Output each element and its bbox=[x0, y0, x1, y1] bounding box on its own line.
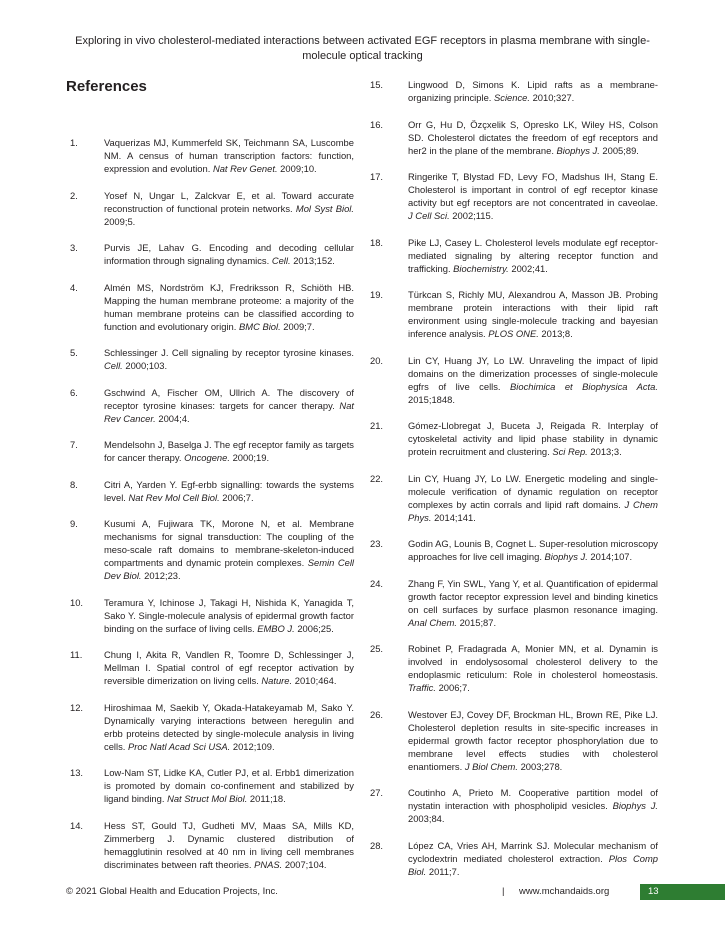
reference-text: Vaquerizas MJ, Kummerfeld SK, Teichmann SA, Luscombe NM. A census of human transcription factors: function, expression and evolution. bbox=[104, 137, 354, 174]
reference-number: 2. bbox=[70, 189, 78, 201]
reference-text: Westover EJ, Covey DF, Brockman HL, Brown RE, Pike LJ. Cholesterol depletion results in site-specific increases in epidermal growth factor receptor phosphorylation due to membrane level effects studies with cholesterol enantiomers. bbox=[408, 708, 658, 772]
running-head: Exploring in vivo cholesterol-mediated interactions between activated EGF receptors in plasma membrane with single-molecule optical tracking bbox=[75, 35, 650, 62]
references-heading: References bbox=[66, 78, 147, 95]
reference-number: 16. bbox=[370, 118, 384, 130]
reference-text: Ringerike T, Blystad FD, Levy FO, Madshus IH, Stang E. Cholesterol is important in control of egf receptor kinase activity but egf receptors are not concentrated in caveolae. bbox=[408, 171, 658, 208]
reference-volume: 2009;5. bbox=[104, 215, 136, 227]
reference-item bbox=[66, 517, 354, 582]
reference-item bbox=[370, 170, 658, 222]
reference-journal: Cell. bbox=[104, 360, 123, 371]
reference-text: Almén MS, Nordström KJ, Fredriksson R, Schiöth HB. Mapping the human membrane proteome: a majority of the human membrane proteins can be classified according to function and evolutionary origin. bbox=[104, 281, 354, 332]
reference-journal: Biochemistry. bbox=[453, 262, 509, 274]
reference-number: 24. bbox=[370, 577, 384, 589]
reference-journal: Nat Struct Mol Biol. bbox=[167, 793, 248, 804]
reference-text: Zhang F, Yin SWL, Yang Y, et al. Quantification of epidermal growth factor receptor expression level and binding kinetics on cell surfaces by surface plasmon resonance imaging. bbox=[408, 577, 658, 615]
reference-item bbox=[66, 766, 354, 805]
reference-volume: 2015;87. bbox=[459, 616, 497, 628]
reference-text: Hess ST, Gould TJ, Gudheti MV, Maas SA, Mills KD, Zimmerberg J. Dynamic clustered distribution of hemagglutinin resolved at 40 nm in living cell membranes discriminates between raft theories. bbox=[104, 819, 354, 870]
reference-item bbox=[370, 839, 658, 878]
reference-number: 23. bbox=[370, 538, 384, 549]
reference-volume: 2007;104. bbox=[284, 858, 327, 870]
reference-volume: 2009;10. bbox=[280, 163, 317, 174]
reference-number: 1. bbox=[70, 137, 78, 148]
reference-volume: 2011;18. bbox=[249, 793, 286, 804]
reference-volume: 2014;107. bbox=[590, 551, 633, 562]
reference-number: 3. bbox=[70, 242, 78, 253]
reference-number: 27. bbox=[370, 787, 384, 798]
reference-list-right bbox=[370, 78, 658, 878]
reference-volume: 2003;84. bbox=[408, 813, 445, 824]
reference-volume: 2005;89. bbox=[602, 144, 639, 156]
reference-text: Gómez-Llobregat J, Buceta J, Reigada R. Interplay of cytoskeletal activity and lipid phase stability in dynamic protein recruitment and clustering. bbox=[408, 420, 658, 457]
reference-number: 5. bbox=[70, 347, 78, 358]
page-number-box bbox=[640, 884, 725, 900]
reference-volume: 2006;7. bbox=[222, 491, 254, 503]
reference-text: Teramura Y, Ichinose J, Takagi H, Nishida K, Yanagida T, Sako Y. Single-molecule analysis of epidermal growth factor binding on the surface of living cells. bbox=[104, 596, 354, 634]
reference-volume: 2006;25. bbox=[297, 622, 334, 634]
reference-item bbox=[370, 78, 658, 104]
reference-number: 26. bbox=[370, 708, 384, 720]
reference-journal: J Cell Sci. bbox=[408, 210, 450, 221]
reference-text: López CA, Vries AH, Marrink SJ. Molecular mechanism of cyclodextrin mediated cholesterol extraction. bbox=[408, 839, 658, 864]
reference-journal: Nat Rev Cancer. bbox=[104, 399, 355, 424]
references-column-right bbox=[370, 78, 658, 891]
reference-item bbox=[66, 136, 354, 175]
reference-item bbox=[66, 819, 354, 871]
reference-journal: Traffic. bbox=[408, 682, 436, 693]
reference-volume: 2002;41. bbox=[511, 262, 548, 274]
reference-volume: 2013;8. bbox=[541, 328, 573, 339]
reference-number: 13. bbox=[70, 767, 84, 778]
reference-item bbox=[66, 701, 354, 753]
references-column-left bbox=[66, 78, 354, 884]
reference-volume: 2000;103. bbox=[125, 360, 168, 371]
reference-journal: Nat Rev Genet. bbox=[212, 163, 278, 174]
reference-journal: PLOS ONE. bbox=[488, 328, 539, 339]
reference-volume: 2013;3. bbox=[590, 446, 622, 457]
page-number: 13 bbox=[648, 886, 659, 897]
reference-number: 28. bbox=[370, 839, 384, 851]
reference-number: 11. bbox=[70, 649, 83, 660]
reference-item bbox=[66, 346, 354, 372]
reference-volume: 2013;152. bbox=[293, 255, 335, 266]
reference-journal: Cell. bbox=[271, 255, 291, 266]
reference-item bbox=[66, 281, 354, 333]
reference-number: 25. bbox=[370, 643, 384, 654]
reference-journal: Biophys J. bbox=[556, 144, 600, 156]
reference-volume: 2004;4. bbox=[158, 412, 190, 424]
reference-text: Lin CY, Huang JY, Lo LW. Energetic modeling and single-molecule verification of dynamic regulation on receptor complexes by actin corrals and lipid raft domains. bbox=[408, 472, 658, 510]
reference-text: Godin AG, Lounis B, Cognet L. Super-resolution microscopy approaches for live cell imaging. bbox=[408, 538, 658, 562]
reference-item bbox=[370, 708, 658, 773]
reference-text: Robinet P, Fradagrada A, Monier MN, et al. Dynamin is involved in endolysosomal cholesterol delivery to the endoplasmic reticulum: Role in cholesterol homeostasis. bbox=[408, 643, 658, 680]
reference-text: Lingwood D, Simons K. Lipid rafts as a membrane-organizing principle. bbox=[408, 79, 658, 103]
reference-journal: EMBO J. bbox=[257, 622, 295, 634]
reference-text: Low-Nam ST, Lidke KA, Cutler PJ, et al. Erbb1 dimerization is promoted by domain co-confinement and stabilized by ligand binding. bbox=[104, 767, 354, 804]
reference-journal: PNAS. bbox=[254, 858, 283, 870]
reference-item bbox=[370, 288, 658, 340]
reference-number: 4. bbox=[70, 281, 78, 293]
reference-number: 12. bbox=[70, 701, 84, 713]
reference-journal: Science. bbox=[494, 92, 530, 103]
reference-item bbox=[370, 419, 658, 458]
reference-item bbox=[370, 354, 658, 406]
reference-item bbox=[66, 241, 354, 267]
page-footer bbox=[0, 884, 725, 900]
reference-journal: J Chem Phys. bbox=[408, 498, 658, 523]
reference-number: 10. bbox=[70, 596, 84, 608]
reference-volume: 2014;141. bbox=[434, 511, 476, 523]
footer-website-link[interactable]: www.mchandaids.org bbox=[519, 886, 610, 897]
reference-text: Pike LJ, Casey L. Cholesterol levels modulate egf receptor-mediated signaling by altering receptor function and trafficking. bbox=[408, 236, 658, 274]
reference-number: 7. bbox=[70, 439, 78, 450]
reference-item bbox=[370, 577, 658, 629]
reference-number: 19. bbox=[370, 289, 384, 300]
reference-volume: 2015;1848. bbox=[408, 393, 455, 405]
reference-journal: BMC Biol. bbox=[239, 320, 281, 332]
reference-journal: Sci Rep. bbox=[552, 446, 588, 457]
reference-volume: 2011;7. bbox=[428, 865, 460, 877]
reference-text: Kusumi A, Fujiwara TK, Morone N, et al. Membrane mechanisms for signal transduction: The coupling of the meso-scale raft domains to membrane-skeleton-induced compartments and dynamic protein complexes. bbox=[104, 518, 354, 568]
reference-volume: 2010;327. bbox=[532, 92, 575, 103]
reference-journal: Anal Chem. bbox=[408, 616, 457, 628]
reference-journal: Mol Syst Biol. bbox=[295, 202, 354, 214]
reference-journal: Proc Natl Acad Sci USA. bbox=[127, 740, 231, 752]
reference-text: Türkcan S, Richly MU, Alexandrou A, Masson JB. Probing membrane protein interactions with their lipid raft environment using single-molecule tracking and bayesian inference analysis. bbox=[408, 289, 658, 339]
reference-item bbox=[370, 236, 658, 275]
reference-journal: Plos Comp Biol. bbox=[408, 852, 658, 877]
reference-volume: 2002;115. bbox=[452, 210, 494, 221]
reference-text: Chung I, Akita R, Vandlen R, Toomre D, Schlessinger J, Mellman I. Spatial control of egf receptor activation by reversible dimerization on living cells. bbox=[104, 649, 354, 686]
reference-text: Gschwind A, Fischer OM, Ullrich A. The discovery of receptor tyrosine kinases: targets for cancer therapy. bbox=[104, 386, 354, 411]
reference-number: 15. bbox=[370, 79, 384, 90]
reference-volume: 2003;278. bbox=[520, 760, 563, 772]
reference-number: 6. bbox=[70, 386, 78, 398]
reference-item bbox=[66, 386, 354, 425]
reference-volume: 2012;23. bbox=[144, 570, 181, 581]
reference-volume: 2010;464. bbox=[294, 675, 337, 686]
reference-journal: J Biol Chem. bbox=[464, 760, 518, 772]
reference-item bbox=[370, 642, 658, 694]
reference-text: Yosef N, Ungar L, Zalckvar E, et al. Toward accurate reconstruction of functional protein networks. bbox=[104, 189, 354, 214]
reference-number: 17. bbox=[370, 171, 384, 182]
reference-volume: 2006;7. bbox=[438, 682, 470, 693]
reference-volume: 2009;7. bbox=[283, 320, 315, 332]
reference-journal: Nat Rev Mol Cell Biol. bbox=[128, 491, 220, 503]
reference-list-left bbox=[66, 136, 354, 871]
reference-item bbox=[66, 596, 354, 635]
reference-number: 8. bbox=[70, 478, 78, 490]
reference-number: 22. bbox=[370, 472, 384, 484]
footer-copyright: © 2021 Global Health and Education Projects, Inc. bbox=[66, 886, 278, 897]
reference-item bbox=[66, 648, 354, 687]
reference-number: 21. bbox=[370, 420, 384, 431]
reference-text: Schlessinger J. Cell signaling by receptor tyrosine kinases. bbox=[104, 347, 354, 358]
reference-text: Citri A, Yarden Y. Egf-erbb signalling: towards the systems level. bbox=[104, 478, 354, 503]
reference-journal: Nature. bbox=[261, 675, 293, 686]
reference-item bbox=[370, 537, 658, 563]
footer-separator: | bbox=[502, 886, 505, 897]
reference-text: Purvis JE, Lahav G. Encoding and decoding cellular information through signaling dynamics. bbox=[104, 242, 354, 266]
reference-text: Coutinho A, Prieto M. Cooperative partition model of nystatin interaction with phospholipid vesicles. bbox=[408, 787, 658, 811]
reference-number: 20. bbox=[370, 354, 384, 366]
reference-volume: 2012;109. bbox=[232, 740, 275, 752]
reference-text: Mendelsohn J, Baselga J. The egf receptor family as targets for cancer therapy. bbox=[104, 439, 354, 463]
reference-journal: Biochimica et Biophysica Acta. bbox=[510, 380, 658, 392]
reference-text: Lin CY, Huang JY, Lo LW. Unraveling the impact of lipid domains on the dimerization processes of single-molecule egfrs of live cells. bbox=[408, 354, 658, 392]
reference-number: 9. bbox=[70, 518, 78, 529]
reference-item bbox=[66, 478, 354, 504]
reference-text: Orr G, Hu D, Özçxelik S, Opresko LK, Wiley HS, Colson SD. Cholesterol dictates the freedom of egf receptors and her2 in the plane of the membrane. bbox=[408, 118, 658, 156]
reference-number: 18. bbox=[370, 236, 384, 248]
reference-item bbox=[370, 472, 658, 524]
reference-item bbox=[66, 438, 354, 464]
reference-text: Hiroshimaa M, Saekib Y, Okada-Hatakeyamab M, Sako Y. Dynamically varying interactions between heregulin and erbb proteins detected by single-molecule analysis in living cells. bbox=[104, 701, 354, 752]
reference-journal: Biophys J. bbox=[612, 800, 659, 811]
reference-item bbox=[370, 118, 658, 157]
reference-journal: Oncogene. bbox=[184, 452, 230, 463]
reference-item bbox=[370, 786, 658, 825]
reference-journal: Semin Cell Dev Biol. bbox=[104, 557, 354, 581]
reference-volume: 2000;19. bbox=[232, 452, 270, 463]
reference-item bbox=[66, 189, 354, 228]
reference-number: 14. bbox=[70, 819, 84, 831]
reference-journal: Biophys J. bbox=[544, 551, 588, 562]
